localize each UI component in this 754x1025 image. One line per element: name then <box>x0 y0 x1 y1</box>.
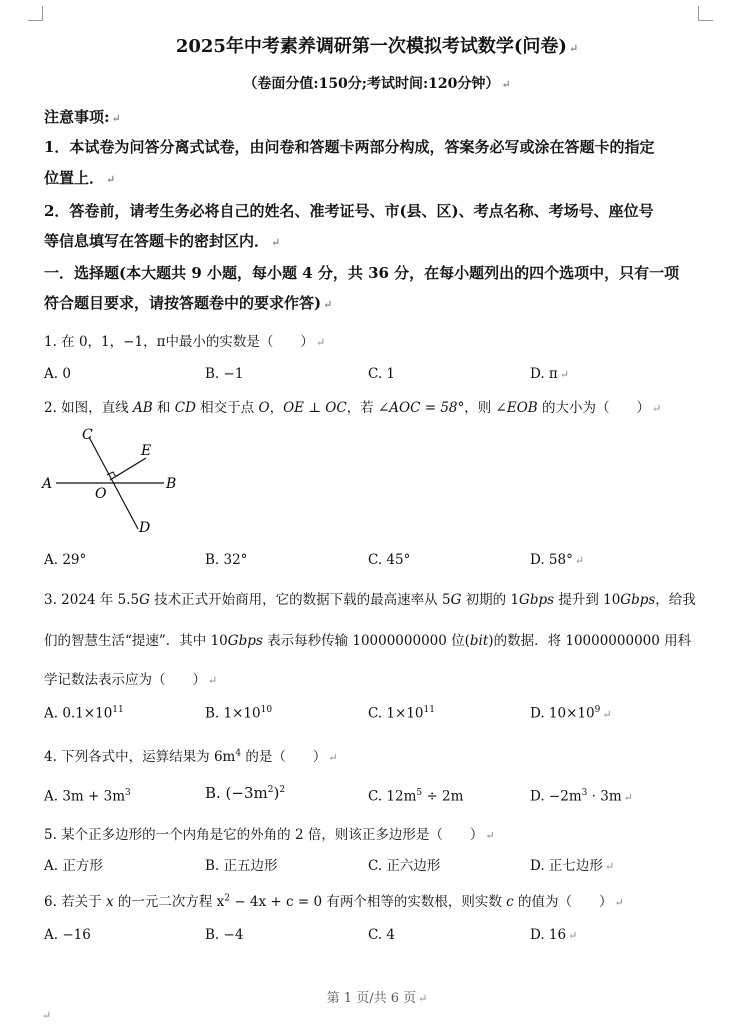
q5-option-b: B. 正五边形 <box>205 858 278 874</box>
question-4: 4. 下列各式中，运算结果为 $6m^4$ 的是（ ） ↵ <box>44 748 338 765</box>
label-d: D <box>139 520 151 536</box>
q1-option-b: B. −1 <box>205 366 244 382</box>
label-b: B <box>166 476 177 492</box>
page-title: 2025年中考素养调研第一次模拟考试数学(问卷) ↵ <box>175 36 579 57</box>
q2-option-c: C. 45° <box>368 552 411 568</box>
q1-option-c: C. 1 <box>368 366 396 382</box>
q3-option-b: B. $1\times 10^{10}$ <box>205 705 273 722</box>
geometry-figure <box>40 422 200 540</box>
q6-option-d: D. 16 ↵ <box>530 927 578 943</box>
notice-item-2: 2．答卷前，请考生务必将自己的姓名、准考证号、市(县、区)、考点名称、考场号、座位号 <box>44 202 654 220</box>
q2-option-b: B. 32° <box>205 552 248 568</box>
q3-option-a: A. $0.1\times 10^{11}$ <box>44 705 124 722</box>
q5-option-c: C. 正六边形 <box>368 858 441 874</box>
notice-heading: 注意事项: ↵ <box>44 108 121 126</box>
q6-option-b: B. −4 <box>205 927 244 943</box>
q3-option-c: C. $1\times 10^{11}$ <box>368 705 435 722</box>
q4-option-d: D. $-2m^3 \cdot 3m$ ↵ <box>530 788 633 805</box>
question-3-line-1: 3. 2024 年 5.5G 技术正式开始商用，它的数据下载的最高速率从 5G 初期的 1Gbps 提升到 10Gbps，给我 <box>44 592 696 608</box>
crop-mark-top-left <box>28 6 43 21</box>
q3-option-d: D. $10\times 10^9$ ↵ <box>530 705 612 722</box>
notice-item-1-cont: 位置上． ↵ <box>44 169 116 187</box>
q4-option-c: C. $12m^5 \div 2m$ <box>368 788 464 805</box>
paragraph-mark: ↵ <box>42 1009 52 1022</box>
label-e: E <box>141 443 152 459</box>
q1-option-d: D. π ↵ <box>530 366 570 382</box>
q2-option-d: D. 58° ↵ <box>530 552 585 568</box>
label-c: C <box>82 427 93 443</box>
page-subtitle: （卷面分值:150分;考试时间:120分钟） ↵ <box>243 76 511 92</box>
q2-option-a: A. 29° <box>44 552 87 568</box>
q5-option-a: A. 正方形 <box>44 858 103 874</box>
question-1: 1. 在 0，1，−1，π中最小的实数是（ ） ↵ <box>44 334 326 350</box>
question-6: 6. 若关于 x 的一元二次方程 $x^2 - 4x + c = 0$ 有两个相等的实数根，则实数 c 的值为（ ） ↵ <box>44 893 624 910</box>
section-heading: 一．选择题(本大题共 9 小题，每小题 4 分，共 36 分，在每小题列出的四个选项中，只有一项 <box>44 264 680 282</box>
page-footer: 第 1 页/共 6 页 ↵ <box>326 991 428 1006</box>
question-2: 2. 如图，直线 AB 和 CD 相交于点 O，OE ⊥ OC，若 ∠AOC = 58°，则 ∠EOB 的大小为（ ） ↵ <box>44 400 662 416</box>
q4-option-b: B. $(-3m^2)^2$ <box>205 784 286 802</box>
notice-item-1: 1．本试卷为问答分离式试卷，由问卷和答题卡两部分构成，答案务必写或涂在答题卡的指定 <box>44 138 655 156</box>
q4-option-a: A. $3m + 3m^3$ <box>44 788 131 805</box>
notice-item-2-cont: 等信息填写在答题卡的密封区内． ↵ <box>44 232 281 250</box>
q1-option-a: A. 0 <box>44 366 71 382</box>
q5-option-d: D. 正七边形 ↵ <box>530 858 615 874</box>
question-3-line-2: 们的智慧生活“提速”．其中 10Gbps 表示每秒传输 10000000000 位(bit)的数据．将 10000000000 用科 <box>44 633 692 649</box>
question-5: 5. 某个正多边形的一个内角是它的外角的 2 倍，则该正多边形是（ ） ↵ <box>44 827 495 843</box>
crop-mark-top-right <box>698 6 713 21</box>
q6-option-c: C. 4 <box>368 927 396 943</box>
label-a: A <box>42 476 53 492</box>
section-heading-cont: 符合题目要求，请按答题卷中的要求作答) ↵ <box>44 294 333 312</box>
label-o: O <box>95 486 107 502</box>
question-3-line-3: 学记数法表示应为（ ） ↵ <box>44 672 218 688</box>
q6-option-a: A. −16 <box>44 927 91 943</box>
